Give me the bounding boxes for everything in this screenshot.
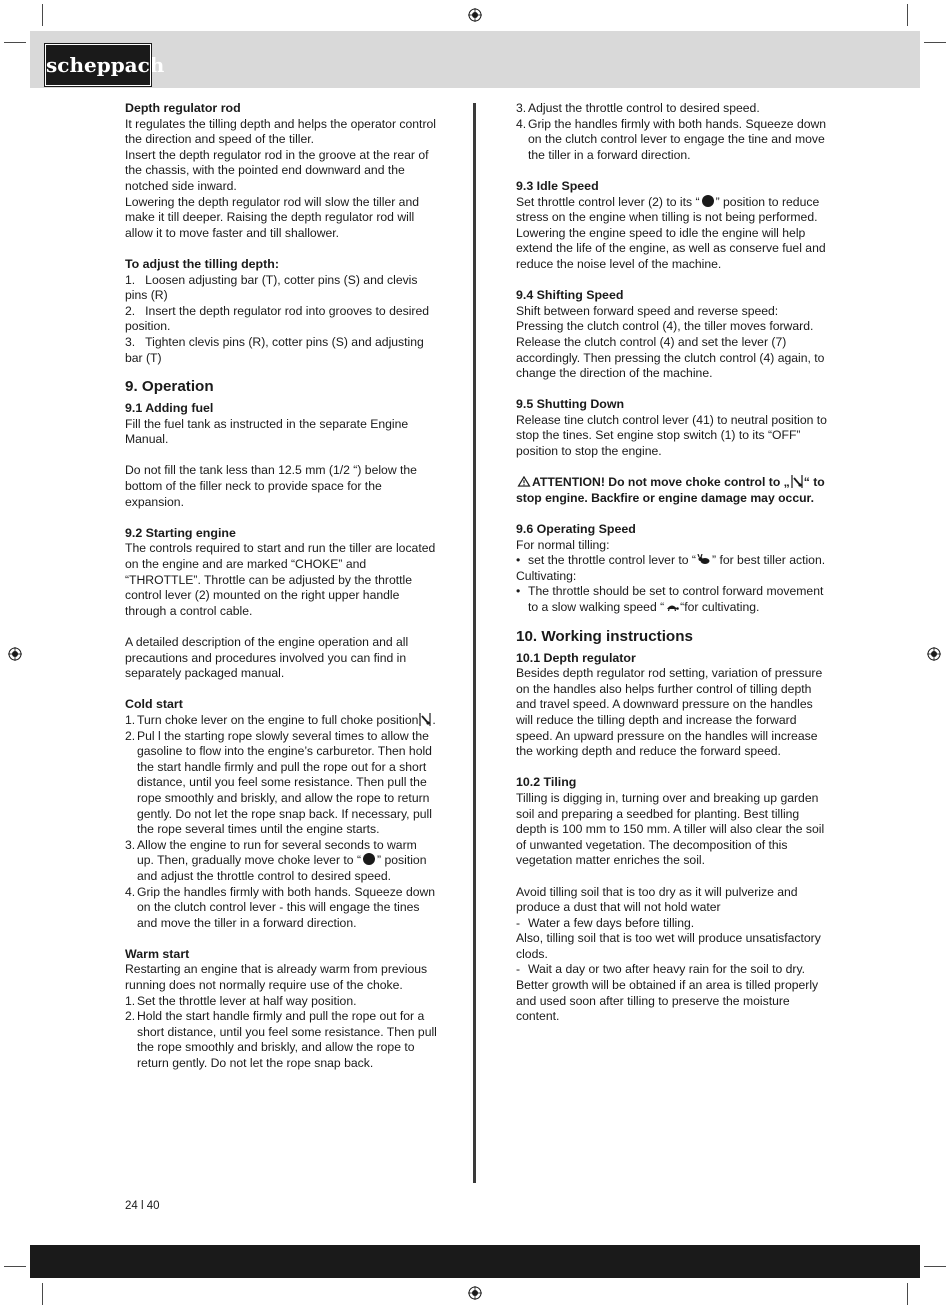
- crop-mark: [42, 4, 43, 26]
- rabbit-icon: [697, 554, 711, 565]
- column-divider: [473, 103, 476, 1183]
- section-heading: 9.4 Shifting Speed: [516, 288, 624, 303]
- turtle-icon: [665, 601, 679, 612]
- paragraph: Tilling is digging in, turning over and breaking up garden soil and preparing a seedbed for planting. Best tilling depth is 100 mm to 150 mm. A tiller will also clear the soil of unwanted vegetation. The decomposition of this vegetation matter enriches the soil.: [516, 790, 825, 868]
- paragraph: Also, tilling soil that is too wet will produce unsatisfactory clods.: [516, 931, 821, 961]
- footer-band: [30, 1245, 920, 1278]
- paragraph: Better growth will be obtained if an area is tilled properly and used soon after tilling to preserve the moisture content.: [516, 978, 819, 1024]
- section-heading: 9.2 Starting engine: [125, 525, 236, 540]
- list-item: • The throttle should be set to control forward movement to a slow walking speed “ “for cultivating.: [516, 584, 824, 614]
- paragraph: Lowering the depth regulator rod will slow the tiller and make it till deeper. Raising the depth regulator rod will allow it to move faster and till shallower.: [125, 194, 420, 240]
- section-heading: 10.2 Tiling: [516, 775, 577, 790]
- paragraph: The controls required to start and run the tiller are located on the engine and are marked “CHOKE” and “THROTTLE”. Throttle can be adjusted by the throttle control lever (2) mounted on the right upper handle through a control cable.: [125, 541, 436, 618]
- chapter-heading: 10. Working instructions: [516, 627, 693, 645]
- paragraph: Insert the depth regulator rod in the groove at the rear of the chassis, with the pointed end downward and the notched side inward.: [125, 147, 429, 193]
- section-heading: 9.3 Idle Speed: [516, 178, 599, 193]
- crop-mark: [924, 42, 946, 43]
- choke-icon: [791, 475, 803, 488]
- paragraph: For normal tilling:: [516, 537, 610, 552]
- list-item: 2. Pul l the starting rope slowly several times to allow the gasoline to flow into the engine’s carburetor. Then hold the start handle firmly and pull the rope out for a short distance, until you feel some resistance. Then pull the rope smoothly and briskly, and allow the rope to return gently. Do not let the rope snap back. If necessary, pull the rope several times until the engine starts.: [125, 728, 432, 837]
- registration-mark-icon: [468, 1286, 482, 1300]
- list-item: 4. Grip the handles firmly with both hands. Squeeze down on the clutch control lever to engage the tine and move the tiller in a forward direction.: [516, 116, 827, 162]
- crop-mark: [4, 42, 26, 43]
- crop-mark: [907, 4, 908, 26]
- list-item: 2. Insert the depth regulator rod into grooves to desired position.: [125, 303, 430, 334]
- dash-list: [516, 916, 828, 932]
- right-column: [516, 101, 828, 1025]
- bullet-list: [516, 553, 828, 569]
- page-number: 24 l 40: [125, 1200, 160, 1212]
- list-item: - Wait a day or two after heavy rain for the soil to dry.: [516, 962, 806, 977]
- list-item: 3. Tighten clevis pins (R), cotter pins (S) and adjusting bar (T): [125, 334, 424, 365]
- paragraph: Fill the fuel tank as instructed in the separate Engine Manual.: [125, 416, 409, 447]
- crop-mark: [4, 1266, 26, 1267]
- crop-mark: [924, 1266, 946, 1267]
- choke-icon: [419, 713, 431, 726]
- section-heading: 10.1 Depth regulator: [516, 650, 636, 665]
- paragraph: Cultivating:: [516, 568, 577, 583]
- paragraph: A detailed description of the engine operation and all precautions and procedures involved you can find in separately packaged manual.: [125, 635, 409, 681]
- list-item: 1. Loosen adjusting bar (T), cotter pins (S) and clevis pins (R): [125, 272, 418, 303]
- warm-start-list: [125, 994, 437, 1072]
- bullet-list: [516, 584, 828, 615]
- list-item: • set the throttle control lever to “ ” for best tiller action.: [516, 553, 826, 568]
- left-column: [125, 101, 437, 1072]
- dash-list: [516, 962, 828, 978]
- paragraph: Avoid tilling soil that is too dry as it will pulverize and produce a dust that will not hold water: [516, 884, 798, 915]
- crop-mark: [42, 1283, 43, 1305]
- crop-mark: [907, 1283, 908, 1305]
- warning-triangle-icon: [517, 476, 531, 487]
- paragraph: Set throttle control lever (2) to its “ ” position to reduce stress on the engine when tilling is not being performed. Lowering the engine speed to idle the engine will help extend the life of the engine, as well as conserve fuel and reduce the noise level of the machine.: [516, 194, 826, 271]
- attention-notice: ATTENTION! Do not move choke control to „ “ to stop engine. Backfire or engine damage may occur.: [516, 475, 825, 505]
- registration-mark-icon: [468, 8, 482, 22]
- cold-start-list: [125, 713, 437, 931]
- section-heading: 9.5 Shutting Down: [516, 397, 625, 412]
- registration-mark-icon: [927, 647, 941, 661]
- warm-start-list-continued: [516, 101, 828, 163]
- idle-dot-icon: [363, 853, 375, 865]
- brand-logo: scheppach: [45, 44, 151, 86]
- section-heading: 9.1 Adding fuel: [125, 401, 214, 416]
- paragraph: Besides depth regulator rod setting, variation of pressure on the handles also helps further control of tilling depth and travel speed. A downward pressure on the handles will reduce the tilling depth and increase the forward speed. An upward pressure on the handles will increase the working depth and reduce the forward speed.: [516, 666, 823, 759]
- list-item: 4. Grip the handles firmly with both hands. Squeeze down on the clutch control lever - this will engage the tines and move the tiller in a forward direction.: [125, 884, 436, 930]
- list-item: 3. Allow the engine to run for several seconds to warm up. Then, gradually move choke lever to “ ” position and adjust the throttle control to desired speed.: [125, 837, 427, 883]
- list-item: 1. Set the throttle lever at half way position.: [125, 993, 357, 1008]
- paragraph: It regulates the tilling depth and helps the operator control the direction and speed of the tiller.: [125, 116, 436, 147]
- idle-dot-icon: [702, 195, 714, 207]
- paragraph: Restarting an engine that is already warm from previous running does not normally require use of the choke.: [125, 962, 428, 993]
- section-heading: Depth regulator rod: [125, 101, 241, 115]
- list-item: 3. Adjust the throttle control to desired speed.: [516, 101, 760, 115]
- section-heading: Warm start: [125, 946, 190, 961]
- list-item: 2. Hold the start handle firmly and pull the rope out for a short distance, until you feel some resistance. Then pull the rope smoothly and briskly, and allow the rope to return gently. Do not let the rope snap back.: [125, 1009, 437, 1071]
- adjust-steps-list: [125, 273, 437, 367]
- list-item: - Water a few days before tilling.: [516, 915, 695, 930]
- section-heading: To adjust the tilling depth:: [125, 256, 279, 271]
- paragraph: Do not fill the tank less than 12.5 mm (1/2 “) below the bottom of the filler neck to provide space for the expansion.: [125, 463, 417, 509]
- chapter-heading: 9. Operation: [125, 378, 214, 396]
- section-heading: 9.6 Operating Speed: [516, 522, 636, 537]
- paragraph: Shift between forward speed and reverse speed: Pressing the clutch control (4), the tiller moves forward. Release the clutch control (4) and set the lever (7) accordingly. Then pressing the clutch control (4) again, to change the direction of the machine.: [516, 303, 825, 381]
- paragraph: Release tine clutch control lever (41) to neutral position to stop the tines. Set engine stop switch (1) to its “OFF” position to stop the engine.: [516, 412, 827, 459]
- list-item: 1. Turn choke lever on the engine to full choke position .: [125, 712, 436, 727]
- section-heading: Cold start: [125, 697, 183, 712]
- registration-mark-icon: [8, 647, 22, 661]
